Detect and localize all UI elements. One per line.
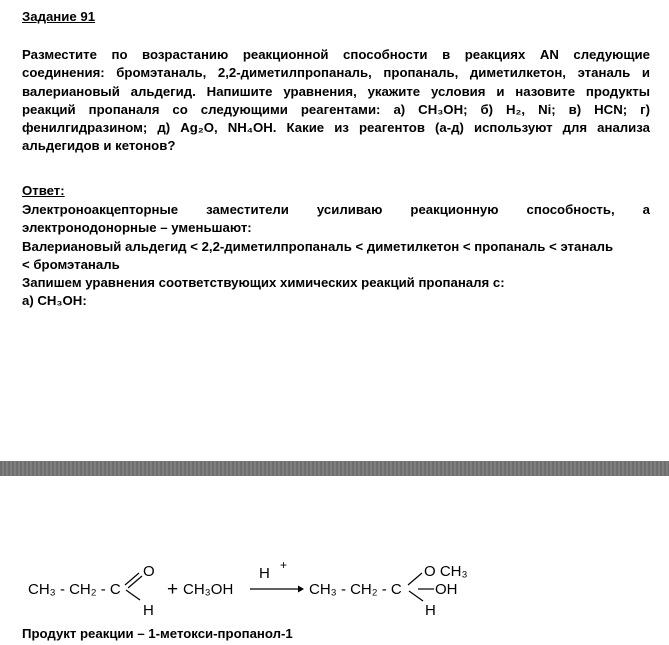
- double-bond-line: [128, 576, 142, 588]
- arrow-head-icon: [298, 586, 304, 593]
- answer-line: Электроноакцепторные заместители усиливаю реакционную способность, а: [22, 202, 650, 217]
- reaction-scheme: [0, 545, 520, 625]
- answer-line: Валериановый альдегид < 2,2-диметилпропаналь < диметилкетон < пропаналь < этаналь: [22, 238, 614, 254]
- reagent-methanol: CH₃OH: [183, 581, 234, 598]
- task-line: фенилгидразином; д) Ag₂O, NH₄OH. Какие из реагентов (а-д) используют для анализа: [22, 120, 650, 136]
- single-bond-line: [408, 573, 422, 585]
- answer-line: Запишем уравнения соответствующих химических реакций пропаналя с:: [22, 275, 505, 291]
- plus-sign: +: [167, 579, 179, 600]
- methoxy-group: O CH₃: [424, 563, 468, 580]
- single-bond-line: [126, 590, 140, 600]
- hydroxyl-group: OH: [435, 581, 458, 598]
- single-bond-line: [409, 591, 423, 601]
- double-bond-line: [125, 573, 139, 585]
- answer-heading: Ответ:: [22, 183, 65, 198]
- reactant-chain: CH₃ - CH₂ - C: [28, 581, 121, 598]
- answer-text: [22, 201, 650, 311]
- product-chain: CH₃ - CH₂ - C: [309, 581, 402, 598]
- page-divider: [0, 461, 669, 476]
- task-line: соединения: бромэтаналь, 2,2-диметилпропаналь, пропаналь, диметилкетон, этаналь и: [22, 65, 650, 81]
- product-caption: Продукт реакции – 1-метокси-пропанол-1: [22, 626, 293, 641]
- answer-line: а) CH₃OH:: [22, 293, 87, 309]
- catalyst-h: H: [259, 565, 270, 582]
- answer-line: электронодонорные – уменьшают:: [22, 220, 252, 236]
- task-line: валериановый альдегид. Напишите уравнения, укажите условия и назовите продукты: [22, 83, 650, 99]
- task-line: реакций пропаналя со следующими реагентами: а) CH₃OH; б) H₂, Ni; в) HCN; г): [22, 101, 650, 117]
- answer-line: < бромэтаналь: [22, 256, 120, 272]
- hydrogen-atom: H: [143, 602, 154, 619]
- task-line: альдегидов и кетонов?: [22, 138, 176, 154]
- task-title: Задание 91: [22, 9, 96, 24]
- task-line: Разместите по возрастанию реакционной способности в реакциях AN следующие: [22, 47, 650, 62]
- oxygen-atom: O: [143, 563, 155, 580]
- product-hydrogen: H: [425, 602, 436, 619]
- catalyst-charge: +: [280, 558, 288, 572]
- task-text: [22, 46, 650, 156]
